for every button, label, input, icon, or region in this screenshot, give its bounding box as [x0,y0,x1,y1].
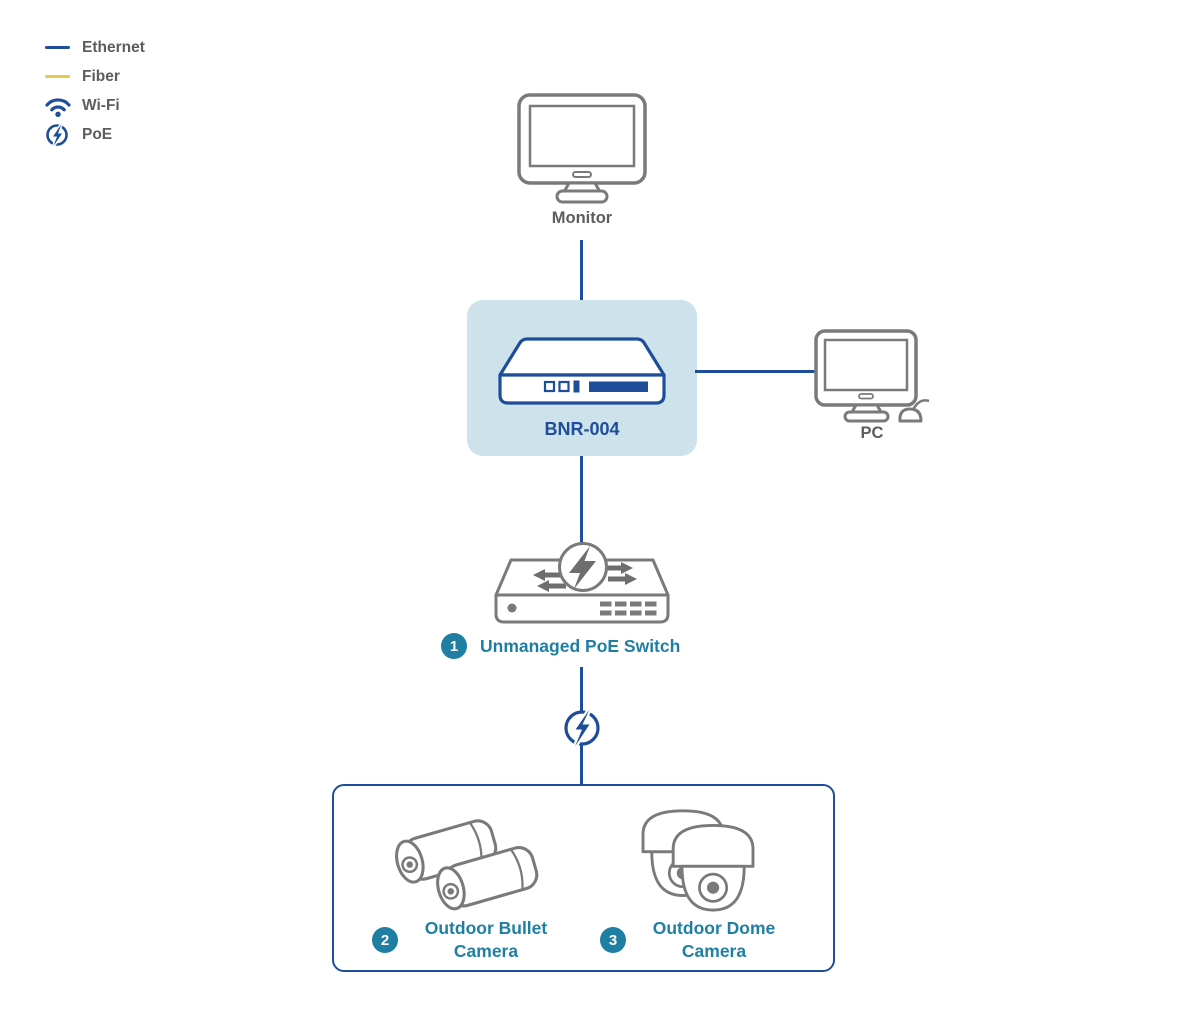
poe-inline-icon [562,708,602,748]
step-badge-2: 2 [372,927,398,953]
monitor-icon [516,92,648,204]
dome-camera-caption [600,917,789,963]
bullet-camera-label: Outdoor Bullet Camera [424,918,548,961]
fiber-line-icon [45,75,70,78]
legend-item-ethernet [45,33,145,62]
switch-caption [441,633,680,659]
wifi-icon [45,95,71,117]
legend-label-fiber: Fiber [82,67,120,85]
dome-camera-label: Outdoor Dome Camera [652,918,776,961]
nvr-label: BNR-004 [544,419,620,439]
dome-camera-icon [637,805,759,914]
ethernet-link-nvr-switch [580,456,583,544]
poe-icon [45,123,69,147]
poe-switch-icon [491,540,673,628]
ethernet-link-nvr-pc [695,370,819,373]
pc-icon [813,328,931,424]
legend-item-wifi [45,91,145,120]
bullet-camera-icon [385,812,543,917]
bullet-camera-caption [372,917,561,963]
step-badge-1: 1 [441,633,467,659]
step-badge-3: 3 [600,927,626,953]
switch-label: Unmanaged PoE Switch [480,635,681,656]
legend-label-poe: PoE [82,125,113,143]
legend [45,33,145,149]
nvr-node-box [467,300,697,456]
legend-label-wifi: Wi-Fi [82,96,120,114]
mouse-icon [900,409,921,421]
legend-item-poe [45,120,145,149]
nvr-device-icon [496,336,668,406]
legend-item-fiber [45,62,145,91]
ethernet-link-monitor-nvr [580,240,583,301]
monitor-label: Monitor [551,209,613,227]
ethernet-line-icon [45,46,70,49]
pc-label: PC [860,424,884,442]
legend-label-ethernet: Ethernet [82,38,145,56]
